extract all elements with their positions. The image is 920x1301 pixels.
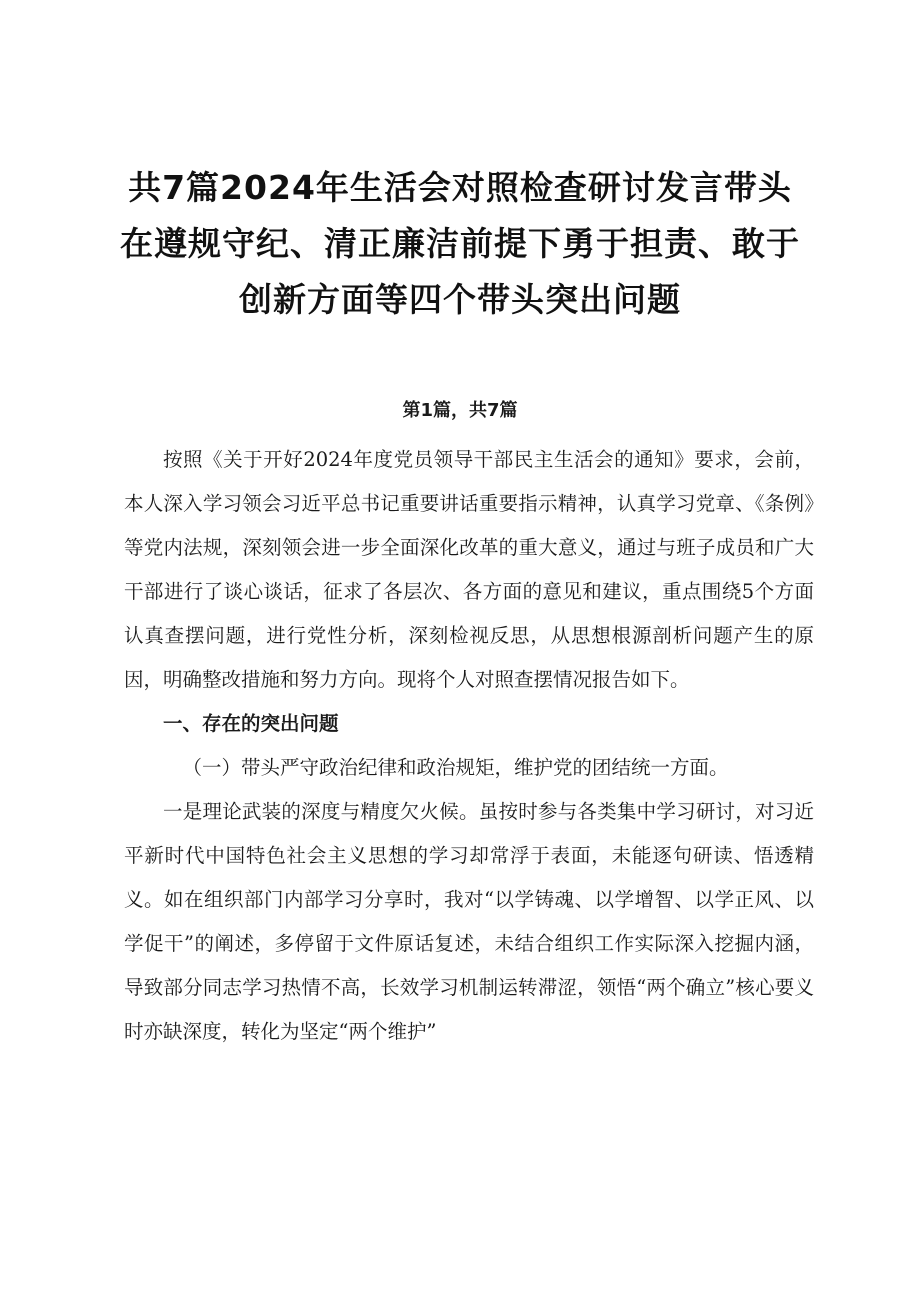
part-label: 第1篇，共7篇 (402, 400, 518, 421)
point-paragraph: 一是理论武装的深度与精度欠火候。虽按时参与各类集中学习研讨，对习近平新时代中国特色社会主义思想的学习却常浮于表面，未能逐句研读、悟透精义。如在组织部门内部学习分享时，我对“以学铸魂、以学增智、以学正风、以学促干”的阐述，多停留于文件原话复述，未结合组织工作实际深入挖掘内涵，导致部分同志学习热情不高，长效学习机制运转滞涩，领悟“两个确立”核心要义时亦缺深度，转化为坚定“两个维护” (124, 800, 814, 1043)
title-line-2: 在遵规守纪、清正廉洁前提下勇于担责、敢于 (120, 224, 800, 263)
title-line-3: 创新方面等四个带头突出问题 (239, 280, 681, 319)
intro-paragraph: 按照《关于开好2024年度党员领导干部民主生活会的通知》要求，会前，本人深入学习领会习近平总书记重要讲话重要指示精神，认真学习党章、《条例》等党内法规，深刻领会进一步全面深化改革的重大意义，通过与班子成员和广大干部进行了谈心谈话，征求了各层次、各方面的意见和建议，重点围绕5个方面认真查摆问题，进行党性分析，深刻检视反思，从思想根源剖析问题产生的原因，明确整改措施和努力方向。现将个人对照查摆情况报告如下。 (124, 448, 814, 691)
section-heading: 一、存在的突出问题 (163, 712, 339, 735)
document-body (124, 438, 814, 1054)
title-line-1: 共7篇2024年生活会对照检查研讨发言带头 (128, 168, 792, 207)
document-title (120, 160, 800, 328)
subsection-heading: （一）带头严守政治纪律和政治规矩，维护党的团结统一方面。 (182, 756, 729, 779)
